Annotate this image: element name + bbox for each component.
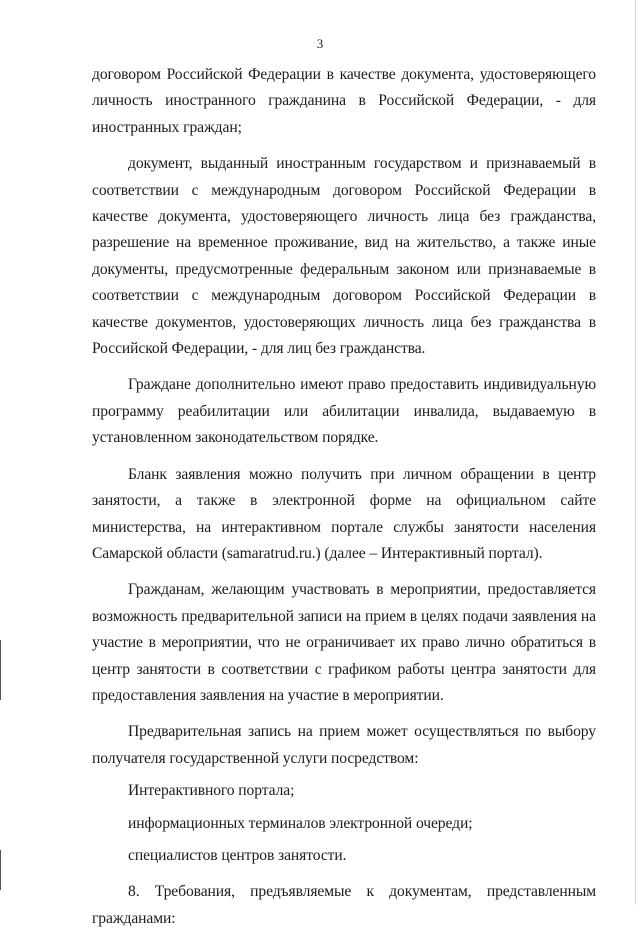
paragraph: документ, выданный иностранным государством и признаваемый в соответствии с международным договором Российской Федерации в качестве документа, удостоверяющего личность лица без гражданства, разрешение на временное проживание, вид на жительство, а также иные документы, предусмотренные федеральным законом или признаваемые в соответствии с международным договором Российской Федерации в качестве документов, удостоверяющих личность лица без гражданства в Российской Федерации, - для лиц без гражданства. — [92, 155, 596, 358]
list-item: Интерактивного портала; — [128, 782, 295, 800]
section-heading-paragraph: 8. Требования, предъявляемые к документам, представленным гражданами: — [92, 883, 596, 927]
paragraph: Предварительная запись на прием может осуществляться по выбору получателя государственной услуги посредством: — [92, 723, 596, 767]
document-body — [92, 62, 596, 932]
list-item: специалистов центров занятости. — [128, 846, 347, 864]
list-item: информационных терминалов электронной очереди; — [128, 814, 473, 832]
page-number: 3 — [316, 36, 324, 51]
scan-edge-mark — [0, 640, 1, 700]
scan-edge-right — [635, 0, 636, 905]
paragraph: договором Российской Федерации в качестве документа, удостоверяющего личность иностранного гражданина в Российской Федерации, - для иностранных граждан; — [92, 66, 596, 136]
paragraph: Бланк заявления можно получить при личном обращении в центр занятости, а также в электронной форме на официальном сайте министерства, на интерактивном портале службы занятости населения Самарской области (samaratrud.ru.) (далее – Интерактивный портал). — [92, 465, 596, 562]
paragraph: Граждане дополнительно имеют право предоставить индивидуальную программу реабилитации или абилитации инвалида, выдаваемую в установленном законодательством порядке. — [92, 376, 596, 447]
scan-edge-mark — [0, 850, 1, 890]
paragraph: Гражданам, желающим участвовать в мероприятии, предоставляется возможность предварительной записи на прием в целях подачи заявления на участие в мероприятии, что не ограничивает их право лично обратиться в центр занятости в соответствии с графиком работы центра занятости для предоставления заявления на участие в мероприятии. — [92, 581, 596, 704]
